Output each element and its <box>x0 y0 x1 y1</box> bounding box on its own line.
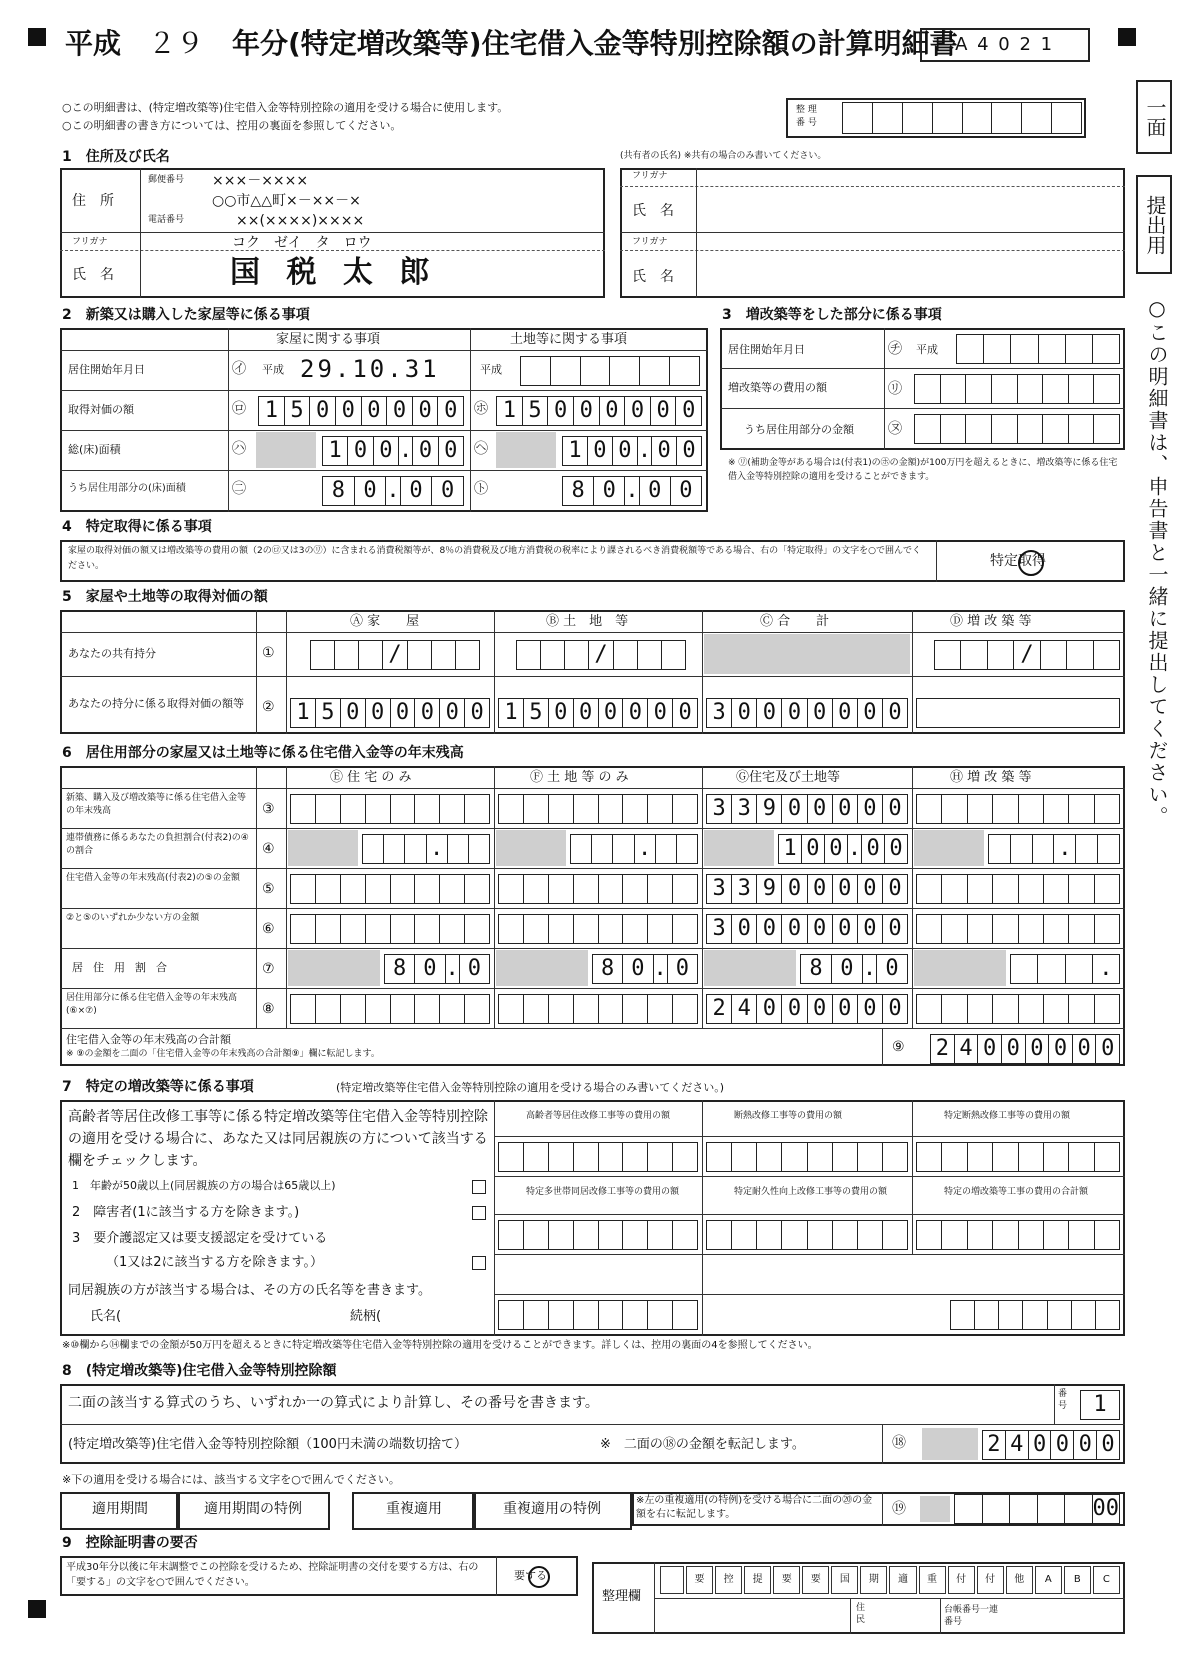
s5-share-reno[interactable]: / <box>934 640 1120 670</box>
seiri-tag[interactable]: 付 <box>948 1566 975 1594</box>
section7-intro: 高齢者等居住改修工事等に係る特定増改築等住宅借入金等特別控除の適用を受ける場合に、あなた又は同居親族の方について該当する欄をチェックします。 <box>68 1109 488 1169</box>
coowner-furigana-label: フリガナ <box>632 171 668 181</box>
section1-heading: 1 住所及び氏名 <box>62 149 170 165</box>
s6-r6-d[interactable] <box>916 914 1120 944</box>
s2-land-mark-1: ㋭ <box>474 401 488 417</box>
resident-label: 住民 <box>856 1603 866 1625</box>
s7-input-17[interactable] <box>950 1300 1120 1330</box>
s8-formula-no-label: 番号 <box>1058 1389 1068 1411</box>
page-title: 年分(特定増改築等)住宅借入金等特別控除額の計算明細書 <box>232 27 958 60</box>
s7-item-3: （1又は2に該当する方を除きます。） <box>106 1255 324 1270</box>
corner-mark-tr <box>1118 28 1136 46</box>
s6-r8-d[interactable] <box>916 994 1120 1024</box>
section9-heading: 9 控除証明書の要否 <box>62 1535 198 1551</box>
s6-row-label-0: 新築、購入及び増改築等に係る住宅借入金等の年末残高 <box>66 793 247 816</box>
s3-note: ※ ㋷(補助金等がある場合は(付表1)の㋭の金額)が100万円を超えるときに、増改築等に係る住宅借入金等特別控除の適用を受けることができます。 <box>728 458 1118 482</box>
s6-r7-a[interactable]: 8 0 . 0 <box>384 954 490 984</box>
s3-row-mark-0: ㋠ <box>888 341 902 357</box>
s2-house-area[interactable]: 1 0 0 . 0 0 <box>322 436 464 466</box>
seiri-number-label: 整 理 番 号 <box>796 105 817 128</box>
intro-line-1: ○この明細書は、(特定増改築等)住宅借入金等特別控除の適用を受ける場合に使用します。 <box>62 101 509 114</box>
seiri-tag[interactable]: 重 <box>919 1566 946 1594</box>
s8-option-3[interactable]: 重複適用の特例 <box>472 1492 632 1530</box>
s6-r5-a[interactable] <box>290 874 490 904</box>
seiri-tag[interactable]: 適 <box>889 1566 916 1594</box>
s7-item-2: 3 要介護認定又は要支援認定を受けている <box>72 1231 328 1246</box>
s7-box-13: 特定多世帯同居改修工事等の費用の額 <box>526 1187 680 1197</box>
s7-box-11: 断熱改修工事等の費用の額 <box>734 1111 843 1121</box>
s7-relative-note: 同居親族の方が該当する場合は、その方の氏名等を書きます。 <box>68 1283 431 1298</box>
section8-heading: 8 (特定増改築等)住宅借入金等特別控除額 <box>62 1363 337 1379</box>
s8-deduction-note: ※ 二面の⑱の金額を転記します。 <box>600 1437 805 1452</box>
s7-box-15: 特定の増改築等工事の費用の合計額 <box>944 1187 1089 1197</box>
submit-tab: 提出用 <box>1136 175 1172 274</box>
seiri-tag[interactable]: 要 <box>773 1566 800 1594</box>
s2-house-price[interactable]: 1 5 0 0 0 0 0 0 <box>258 396 464 426</box>
s9-choice-circle <box>528 1566 550 1588</box>
s5-col-3: Ⓓ 増 改 築 等 <box>950 614 1032 629</box>
ledger-label: 台帳番号一連番号 <box>944 1605 999 1627</box>
s2-land-living-area[interactable]: 8 0 . 0 0 <box>562 476 702 506</box>
s8-deduction-value[interactable]: 2 4 0 0 0 0 <box>982 1430 1120 1460</box>
s6-r4-c[interactable]: 1 0 0 . 0 0 <box>778 834 908 864</box>
seiri-tag[interactable]: 控 <box>715 1566 742 1594</box>
s3-cost[interactable] <box>914 374 1120 404</box>
seiri-tag[interactable]: 要 <box>686 1566 713 1594</box>
s3-row-era-0: 平成 <box>916 343 938 356</box>
s7-input-13[interactable] <box>498 1220 698 1250</box>
s6-r3-b[interactable] <box>498 794 698 824</box>
s8-formula-text: 二面の該当する算式のうち、いずれか一の算式により計算し、その番号を書きます。 <box>68 1395 599 1411</box>
s5-price-house[interactable]: 1 5 0 0 0 0 0 0 <box>290 698 490 728</box>
s8-option-0[interactable]: 適用期間 <box>60 1492 180 1530</box>
s6-row-num-5: ⑧ <box>262 1001 275 1017</box>
s6-r4-a[interactable]: . <box>362 834 490 864</box>
s8-row19-num: ⑲ <box>892 1501 906 1517</box>
s2-row-mark-3: ㊁ <box>232 481 246 497</box>
coowner-label: (共有者の氏名) ※共有の場合のみ書いてください。 <box>620 151 827 161</box>
s6-total-note: ※ ⑨の金額を二面の「住宅借入金等の年末残高の合計額⑨」欄に転記します。 <box>66 1049 380 1059</box>
s6-row-label-3: ②と⑤のいずれか少ない方の金額 <box>66 913 200 923</box>
s6-r6-c[interactable]: 3 0 0 0 0 0 0 0 <box>706 914 908 944</box>
s6-col-2: Ⓖ住宅及び土地等 <box>736 770 841 785</box>
s6-r4-b[interactable]: . <box>570 834 698 864</box>
s2-land-area[interactable]: 1 0 0 . 0 0 <box>562 436 702 466</box>
seiri-tag[interactable]: B <box>1064 1566 1091 1594</box>
s7-footnote: ※⑩欄から⑭欄までの金額が50万円を超えるときに特定増改築等住宅借入金等特別控除の適用を受けることができます。詳しくは、控用の裏面の4を参照してください。 <box>62 1340 818 1351</box>
s7-input-11[interactable] <box>706 1142 908 1172</box>
s6-col-1: Ⓕ 土 地 等 の み <box>530 770 629 785</box>
s7-input-15[interactable] <box>916 1220 1120 1250</box>
s7-input-16[interactable] <box>498 1300 698 1330</box>
seiri-number-cells[interactable] <box>842 102 1082 134</box>
s6-col-0: Ⓔ 住 宅 の み <box>330 770 412 785</box>
s2-row-mark-0: ㋑ <box>232 361 246 377</box>
s6-row-num-2: ⑤ <box>262 881 275 897</box>
furigana-value[interactable]: コク ゼイ タ ロウ <box>232 235 372 251</box>
s6-r4-d[interactable]: . <box>988 834 1120 864</box>
section5-heading: 5 家屋や土地等の取得対価の額 <box>62 589 268 605</box>
s3-row-label-0: 居住開始年月日 <box>728 343 805 356</box>
s8-deduction-num: ⑱ <box>892 1435 906 1451</box>
s5-row2-num: ② <box>262 699 275 715</box>
seiri-tag[interactable]: A <box>1035 1566 1062 1594</box>
s5-price-reno[interactable] <box>916 698 1120 728</box>
s8-option-1[interactable]: 適用期間の特例 <box>176 1492 330 1530</box>
s6-r5-b[interactable] <box>498 874 698 904</box>
s5-share-house[interactable]: / <box>310 640 480 670</box>
year-value: ２９ <box>148 27 205 60</box>
s7-item-0: 1 年齢が50歳以上(同居親族の方の場合は65歳以上) <box>72 1179 336 1192</box>
s7-input-14[interactable] <box>706 1220 908 1250</box>
s6-row-num-3: ⑥ <box>262 921 275 937</box>
corner-mark-bl <box>28 1600 46 1618</box>
s2-row-label-2: 総(床)面積 <box>68 443 121 456</box>
seiri-ran-label: 整理欄 <box>602 1589 642 1604</box>
name-label: 氏 名 <box>72 267 114 283</box>
s6-r7-b[interactable]: 8 0 . 0 <box>592 954 698 984</box>
section4-text: 家屋の取得対価の額又は増改築等の費用の額（2の㋺又は3の㋷）に含まれる消費税額等が、8％の消費税及び地方消費税の税率により課されるべき消費税額等である場合、右の「特定取得」の文字を○で囲んでください。 <box>68 546 922 571</box>
s2-land-date[interactable] <box>520 356 700 386</box>
s3-row-mark-1: ㋷ <box>888 381 902 397</box>
s6-r3-d[interactable] <box>916 794 1120 824</box>
coowner-name-label: 氏 名 <box>632 203 674 219</box>
s6-r8-c[interactable]: 2 4 0 0 0 0 0 0 <box>706 994 908 1024</box>
s3-row-label-1: 増改築等の費用の額 <box>728 381 827 394</box>
section3-heading: 3 増改築等をした部分に係る事項 <box>722 307 942 323</box>
col-house-header: 家屋に関する事項 <box>276 332 381 347</box>
seiri-tag[interactable]: 要 <box>802 1566 829 1594</box>
seiri-tag[interactable]: C <box>1093 1566 1120 1594</box>
s7-name-label: 氏名( <box>90 1309 122 1324</box>
s7-input-10[interactable] <box>498 1142 698 1172</box>
section2-heading: 2 新築又は購入した家屋等に係る事項 <box>62 307 310 323</box>
s6-r3-c[interactable]: 3 3 9 0 0 0 0 0 <box>706 794 908 824</box>
s7-box-10: 高齢者等居住改修工事等の費用の額 <box>526 1111 671 1121</box>
address-label: 住 所 <box>72 193 114 209</box>
address-value[interactable]: ○○市△△町×－××－× <box>212 193 361 209</box>
s2-land-mark-2: ㋬ <box>474 441 488 457</box>
corner-mark-tl <box>28 28 46 46</box>
s2-land-era: 平成 <box>480 363 502 376</box>
s5-row2-label: あなたの持分に係る取得対価の額等 <box>68 697 244 710</box>
s6-r5-c[interactable]: 3 3 9 0 0 0 0 0 <box>706 874 908 904</box>
s2-land-mark-3: ㋣ <box>474 481 488 497</box>
s6-total-value[interactable]: 2 4 0 0 0 0 0 0 <box>930 1034 1120 1064</box>
s8-option-2[interactable]: 重複適用 <box>352 1492 476 1530</box>
s5-price-land[interactable]: 1 5 0 0 0 0 0 0 <box>498 698 698 728</box>
s2-house-living-area[interactable]: 8 0 . 0 0 <box>322 476 464 506</box>
s6-row-num-4: ⑦ <box>262 961 275 977</box>
seiri-tag[interactable]: 国 <box>831 1566 858 1594</box>
s6-r8-a[interactable] <box>290 994 490 1024</box>
phone-value[interactable]: ××(××××)×××× <box>236 213 365 229</box>
seiri-tag-blank <box>660 1566 684 1594</box>
s6-row-label-4: 居住用割合 <box>72 961 177 974</box>
seiri-tag-row <box>660 1566 1120 1594</box>
s2-row-mark-1: ㋺ <box>232 401 246 417</box>
s8-deduction-label: (特定増改築等)住宅借入金等特別控除額（100円未満の端数切捨て） <box>68 1437 467 1452</box>
s5-col-2: Ⓒ 合 計 <box>760 614 830 629</box>
s5-col-1: Ⓑ 土 地 等 <box>546 614 629 629</box>
s8-row19-value[interactable]: 00 <box>954 1494 1120 1524</box>
s7-box-14: 特定耐久性向上改修工事等の費用の額 <box>734 1187 888 1197</box>
section4-heading: 4 特定取得に係る事項 <box>62 519 212 535</box>
section7-heading-note: (特定増改築等住宅借入金等特別控除の適用を受ける場合のみ書いてください。) <box>336 1081 725 1094</box>
submit-note: ○この明細書は、申告書と一緒に提出してください。 <box>1145 296 1169 828</box>
s2-row-era-0: 平成 <box>262 363 284 376</box>
s6-r8-b[interactable] <box>498 994 698 1024</box>
s2-row-label-3: うち居住用部分の(床)面積 <box>68 483 186 494</box>
s8-dup-note: ※左の重複適用(の特例)を受ける場合に二面の⑳の金額を右に転記します。 <box>636 1495 873 1520</box>
s5-row1-label: あなたの共有持分 <box>68 647 156 660</box>
s9-choice[interactable]: 要する <box>514 1569 547 1582</box>
section7-heading: 7 特定の増改築等に係る事項 <box>62 1079 254 1095</box>
seiri-tag[interactable]: 期 <box>860 1566 887 1594</box>
s8-formula-no[interactable]: 1 <box>1080 1390 1120 1420</box>
s3-living-cost[interactable] <box>914 414 1120 444</box>
tokutei-choice[interactable]: 特定取得 <box>990 553 1046 569</box>
s3-date[interactable] <box>956 334 1120 364</box>
coowner-furigana-label-2: フリガナ <box>632 237 668 247</box>
s6-col-3: Ⓗ 増 改 築 等 <box>950 770 1032 785</box>
s2-house-date[interactable]: 29.10.31 <box>300 355 440 383</box>
s7-check-0[interactable] <box>472 1180 486 1194</box>
s5-col-0: Ⓐ 家 屋 <box>350 614 420 629</box>
section9-text: 平成30年分以後に年末調整でこの控除を受けるため、控除証明書の交付を要する方は、右の「要する」の文字を○で囲んでください。 <box>66 1562 479 1588</box>
s6-total-label: 住宅借入金等の年末残高の合計額 <box>66 1033 231 1046</box>
s7-relation-label: 続柄( <box>350 1309 382 1324</box>
s6-total-num: ⑨ <box>892 1039 905 1055</box>
s6-r7-d[interactable]: . <box>1010 954 1120 984</box>
s7-input-12[interactable] <box>916 1142 1120 1172</box>
s6-row-label-5: 居住用部分に係る住宅借入金等の年末残高(⑥×⑦) <box>66 993 238 1016</box>
s6-row-num-0: ③ <box>262 801 275 817</box>
form-code: F A 4 0 2 1 <box>935 34 1055 55</box>
s6-r6-a[interactable] <box>290 914 490 944</box>
s6-row-num-1: ④ <box>262 841 275 857</box>
s5-row1-num: ① <box>262 645 275 661</box>
s3-row-mark-2: ㋦ <box>888 421 902 437</box>
s2-row-label-0: 居住開始年月日 <box>68 363 145 376</box>
postal-value[interactable]: ×××－×××× <box>212 173 309 189</box>
section6-heading: 6 居住用部分の家屋又は土地等に係る住宅借入金等の年末残高 <box>62 745 464 761</box>
s2-land-price[interactable]: 1 5 0 0 0 0 0 0 <box>496 396 702 426</box>
intro-line-2: ○この明細書の書き方については、控用の裏面を参照してください。 <box>62 119 402 132</box>
s6-r5-d[interactable] <box>916 874 1120 904</box>
s7-check-2[interactable] <box>472 1256 486 1270</box>
s7-item-1: 2 障害者(1に該当する方を除きます。) <box>72 1205 300 1220</box>
s6-r3-a[interactable] <box>290 794 490 824</box>
seiri-tag[interactable]: 付 <box>977 1566 1004 1594</box>
s6-row-label-1: 連帯債務に係るあなたの負担割合(付表2)の④の割合 <box>66 833 249 856</box>
seiri-tag[interactable]: 他 <box>1006 1566 1033 1594</box>
phone-label: 電話番号 <box>148 215 185 225</box>
era-label: 平成 <box>65 27 122 60</box>
s2-row-mark-2: ㋩ <box>232 441 246 457</box>
furigana-label: フリガナ <box>72 237 108 247</box>
s5-price-total[interactable]: 3 0 0 0 0 0 0 0 <box>706 698 908 728</box>
seiri-tag[interactable]: 提 <box>744 1566 771 1594</box>
s6-row-label-2: 住宅借入金等の年末残高(付表2)の⑤の金額 <box>66 873 240 883</box>
s7-box-12: 特定断熱改修工事等の費用の額 <box>944 1111 1071 1121</box>
name-value[interactable]: 国 税 太 郎 <box>230 255 438 290</box>
s7-check-1[interactable] <box>472 1206 486 1220</box>
s5-share-land[interactable]: / <box>516 640 686 670</box>
s6-r6-b[interactable] <box>498 914 698 944</box>
coowner-name-label-2: 氏 名 <box>632 269 674 285</box>
tokutei-circle <box>1018 550 1044 576</box>
col-land-header: 土地等に関する事項 <box>510 332 628 347</box>
s8-apply-note: ※下の適用を受ける場合には、該当する文字を○で囲んでください。 <box>62 1473 400 1486</box>
s6-r7-c[interactable]: 8 0 . 0 <box>800 954 908 984</box>
page-tab: 一面 <box>1136 80 1172 154</box>
s3-row-label-2: うち居住用部分の金額 <box>744 423 854 436</box>
postal-label: 郵便番号 <box>148 175 185 185</box>
s2-row-label-1: 取得対価の額 <box>68 403 134 416</box>
